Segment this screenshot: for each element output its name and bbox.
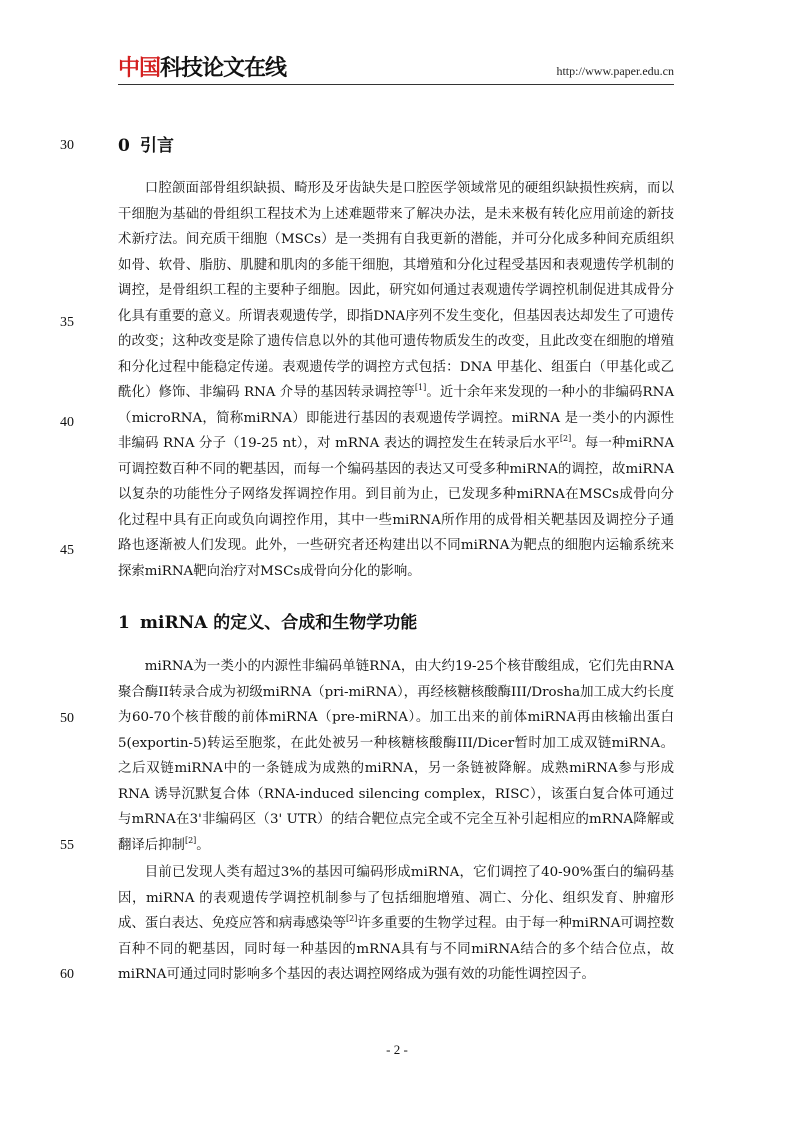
line-number: 45 <box>60 543 74 558</box>
line-number: 40 <box>60 415 74 430</box>
page-header <box>118 56 674 86</box>
header-url[interactable]: http://www.paper.edu.cn <box>556 64 674 78</box>
body-paragraph: 目前已发现人类有超过3%的基因可编码形成miRNA，它们调控了40-90%蛋白的编码基因，miRNA 的表观遗传学调控机制参与了包括细胞增殖、凋亡、分化、组织发育、肿瘤形成、蛋白表达、免疫应答和病毒感染等[2]许多重要的生物学过程。由于每一种miRNA可调控数百种不同的靶基因，同时每一种基因的mRNA具有与不同miRNA结合的多个结合位点，故miRNA可通过同时影响多个基因的表达调控网络成为强有效的功能性调控因子。 <box>118 865 675 982</box>
page-number: - 2 - <box>386 1042 408 1057</box>
citation[interactable]: [2] <box>345 914 358 923</box>
citation[interactable]: [2] <box>184 835 197 845</box>
section-heading-mirna: 1 miRNA 的定义、合成和生物学功能 <box>118 613 418 633</box>
citation[interactable]: [1] <box>414 383 427 392</box>
body-paragraph: 口腔颌面部骨组织缺损、畸形及牙齿缺失是口腔医学领域常见的硬组织缺损性疾病，而以干细胞为基础的骨组织工程技术为上述难题带来了解决办法，是未来极有转化应用前途的新技术新疗法。间充质干细胞（MSCs）是一类拥有自我更新的潜能，并可分化成多种间充质组织如骨、软骨、脂肪、肌腱和肌肉的多能干细胞，其增殖和分化过程受基因和表观遗传学机制的调控，是骨组织工程的主要种子细胞。因此，研究如何通过表观遗传学调控机制促进其成骨分化具有重要的意义。所谓表观遗传学，即指DNA序列不发生变化，但基因表达却发生了可遗传的改变；这种改变是除了遗传信息以外的其他可遗传物质发生的改变，且此改变在细胞的增殖和分化过程中能稳定传递。表观遗传学的调控方式包括：DNA 甲基化、组蛋白（甲基化或乙酰化）修饰、非编码 RNA 介导的基因转录调控等[1]。近十余年来发现的一种小的非编码RNA（microRNA，简称miRNA）即能进行基因的表观遗传学调控。miRNA 是一类小的内源性非编码 RNA 分子（19-25 nt），对 mRNA 表达的调控发生在转录后水平[2]。每一种miRNA可调控数百种不同的靶基因，而每一个编码基因的表达又可受多种miRNA的调控，故miRNA以复杂的功能性分子网络发挥调控作用。到目前为止，已发现多种miRNA在MSCs成骨向分化过程中具有正向或负向调控作用，其中一些miRNA所作用的成骨相关靶基因及调控分子通路也逐渐被人们发现。此外，一些研究者还构建出以不同miRNA为靶点的细胞内运输系统来探索miRNA靶向治疗对MSCs成骨向分化的影响。 <box>118 181 675 579</box>
line-number: 30 <box>60 138 74 153</box>
citation[interactable]: [2] <box>559 434 572 443</box>
header-rule <box>118 84 674 85</box>
journal-logo: 中国科技论文在线 <box>118 56 287 81</box>
line-number: 55 <box>60 838 74 853</box>
body-paragraph: miRNA为一类小的内源性非编码单链RNA，由大约19-25个核苷酸组成，它们先由RNA聚合酶II转录合成为初级miRNA（pri-miRNA），再经核糖核酸酶III/Drosha加工成大约长度为60-70个核苷酸的前体miRNA（pre-miRNA）。加工出来的前体miRNA再由核输出蛋白5(exportin-5)转运至胞浆，在此处被另一种核糖核酸酶III/Dicer暂时加工成双链miRNA。之后双链miRNA中的一条链成为成熟的miRNA，另一条链被降解。成熟miRNA参与形成RNA 诱导沉默复合体（RNA-induced silencing complex，RISC），该蛋白复合体可通过与mRNA在3'非编码区（3' UTR）的结合靶位点完全或不完全互补引起相应的mRNA降解或翻译后抑制[2]。 <box>118 659 674 853</box>
section-heading-intro: 0 引言 <box>118 136 174 156</box>
line-number: 60 <box>60 967 74 982</box>
line-number: 50 <box>60 711 74 726</box>
line-number: 35 <box>60 315 74 330</box>
